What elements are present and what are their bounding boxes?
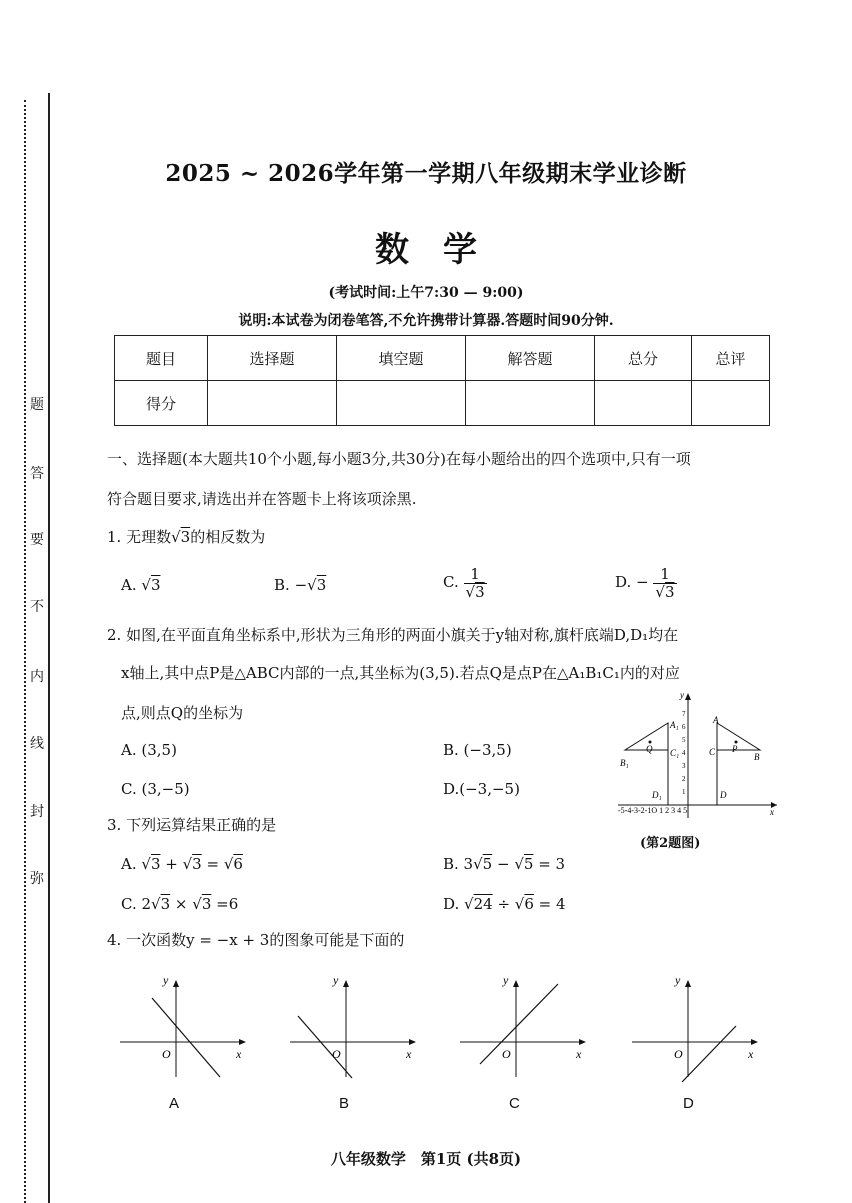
label-a1: A₁	[670, 720, 679, 730]
origin-label: O	[502, 1047, 511, 1061]
equals: =6	[211, 895, 239, 913]
y-tick: 2	[682, 775, 686, 783]
score-cell	[595, 381, 692, 426]
score-row-label: 得分	[115, 381, 208, 426]
origin-label: O	[674, 1047, 683, 1061]
q4-graph-b[interactable]	[288, 972, 418, 1082]
score-header-cell: 总评	[692, 336, 770, 381]
function-line	[682, 1026, 736, 1082]
x-tick-labels: -5-4-3-2-1O 1 2 3 4 5	[618, 806, 688, 815]
q4-graph-a-label: A	[169, 1095, 180, 1112]
q2-option-b[interactable]: B. (−3,5)	[443, 741, 512, 759]
q4-stem: 4. 一次函数y = −x + 3的图象可能是下面的	[107, 931, 405, 949]
q4-graph-d[interactable]	[630, 972, 760, 1082]
numerator: 1	[653, 566, 676, 584]
section1-line1: 一、选择题(本大题共10个小题,每小题3分,共30分)在每小题给出的四个选项中,只有一项	[107, 450, 691, 468]
q1-option-c[interactable]	[443, 566, 487, 600]
y-label: y	[503, 973, 509, 987]
score-header-cell: 选择题	[208, 336, 337, 381]
q2-line1: 2. 如图,在平面直角坐标系中,形状为三角形的两面小旗关于y轴对称,旗杆底端D,D₁均在	[107, 626, 679, 644]
q2-option-d[interactable]: D.(−3,−5)	[443, 780, 520, 798]
x-axis-arrow-icon	[239, 1039, 246, 1045]
x-label: x	[748, 1047, 754, 1061]
radicand: 5	[482, 855, 493, 873]
x-axis-label: x	[770, 807, 774, 817]
y-tick: 6	[682, 723, 686, 731]
score-table-score-row	[115, 381, 770, 426]
q4-graph-c-label: C	[509, 1095, 520, 1112]
score-cell	[692, 381, 770, 426]
x-label: x	[576, 1047, 582, 1061]
exam-title: 2025 ~ 2026学年第一学期八年级期末学业诊断	[165, 160, 687, 187]
option-letter: D.	[615, 573, 632, 591]
sqrt-sign: √	[171, 528, 181, 546]
radicand: 3	[192, 855, 202, 873]
score-table	[114, 335, 770, 426]
q3-option-b[interactable]: B. 3√5 − √5 = 3	[443, 855, 566, 873]
y-label: y	[675, 973, 681, 987]
sqrt-sign: √	[307, 576, 317, 594]
score-header-cell: 解答题	[466, 336, 595, 381]
q2-line2: x轴上,其中点P是△ABC内部的一点,其坐标为(3,5).若点Q是点P在△A₁B₁C₁内的对应	[121, 664, 680, 682]
q2-figure-caption: (第2题图)	[640, 836, 701, 851]
radicand: 6	[233, 855, 243, 873]
y-label: y	[163, 973, 169, 987]
radicand: 5	[523, 855, 534, 873]
option-letter: A.	[121, 855, 137, 873]
q4-graph-a[interactable]	[118, 972, 248, 1082]
radicand: 3	[160, 895, 171, 913]
equals: = 4	[533, 895, 566, 913]
label-a: A	[713, 715, 719, 725]
radicand: 3	[180, 528, 191, 546]
q2-figure	[612, 688, 782, 823]
radicand: 3	[664, 582, 675, 601]
function-line	[298, 1016, 352, 1078]
y-tick: 1	[682, 788, 686, 796]
seal-char: 弥	[30, 871, 44, 887]
equals: =	[201, 855, 224, 873]
page-footer: 八年级数学 第1页 (共8页)	[330, 1150, 522, 1168]
right-flag-triangle	[717, 723, 760, 750]
origin-label: O	[162, 1047, 171, 1061]
radicand: 3	[150, 576, 161, 594]
exam-time: (考试时间:上午7:30 — 9:00)	[328, 285, 524, 301]
subject-title: 数学	[375, 230, 511, 270]
label-b: B	[754, 752, 760, 762]
radicand: 6	[524, 895, 534, 913]
q3-option-a[interactable]: A. √3 + √3 = √6	[121, 855, 243, 873]
radicand: 3	[316, 576, 327, 594]
x-axis-arrow-icon	[409, 1039, 416, 1045]
seal-char: 线	[30, 736, 44, 752]
option-letter: B.	[274, 576, 290, 594]
radicand: 3	[201, 895, 212, 913]
score-header-cell: 题目	[115, 336, 208, 381]
score-table-header-row	[115, 336, 770, 381]
label-c: C	[709, 747, 716, 757]
denominator: √3	[655, 582, 675, 601]
function-line	[152, 998, 220, 1077]
score-cell	[208, 381, 337, 426]
q4-graph-c[interactable]	[458, 972, 588, 1082]
option-letter: A.	[121, 576, 137, 594]
fraction	[464, 566, 487, 600]
q1-option-d[interactable]	[615, 566, 677, 600]
q2-option-c[interactable]: C. (3,−5)	[121, 780, 190, 798]
x-label: x	[236, 1047, 242, 1061]
operator: −	[492, 855, 515, 873]
x-axis-arrow-icon	[751, 1039, 758, 1045]
score-cell	[466, 381, 595, 426]
y-axis-arrow-icon	[685, 980, 691, 987]
origin-label: O	[332, 1047, 341, 1061]
score-header-cell: 总分	[595, 336, 692, 381]
seal-char: 不	[30, 599, 44, 615]
label-c1: C₁	[670, 748, 680, 758]
seal-char: 题	[30, 397, 44, 413]
radicand: 3	[475, 582, 485, 601]
option-letter: C.	[443, 573, 459, 591]
section1-line2: 符合题目要求,请选出并在答题卡上将该项涂黑.	[107, 490, 417, 508]
q1-stem-post: 的相反数为	[190, 528, 266, 546]
y-axis-arrow-icon	[173, 980, 179, 987]
option-letter: C. 2	[121, 895, 152, 913]
y-axis-arrow-icon	[343, 980, 349, 987]
option-letter: D.	[443, 895, 465, 913]
y-axis-label: y	[680, 690, 684, 700]
option-letter: B. 3	[443, 855, 474, 873]
y-tick: 4	[682, 749, 686, 757]
q3-option-c[interactable]: C. 2√3 × √3 =6	[121, 895, 239, 913]
radicand: 24	[473, 895, 493, 913]
seal-char: 封	[30, 804, 44, 820]
q1-option-b[interactable]	[274, 576, 326, 594]
y-tick: 5	[682, 736, 686, 744]
q2-line3: 点,则点Q的坐标为	[121, 704, 244, 722]
numerator: 1	[464, 566, 487, 584]
function-line	[480, 984, 558, 1064]
y-axis-arrow-icon	[685, 693, 691, 700]
equals: = 3	[533, 855, 566, 873]
label-d1: D₁	[652, 790, 662, 800]
operator: +	[160, 855, 183, 873]
operator: ÷	[492, 895, 515, 913]
fraction	[653, 566, 676, 600]
radicand: 3	[150, 855, 161, 873]
q3-option-d[interactable]: D. √24 ÷ √6 = 4	[443, 895, 566, 913]
y-tick: 3	[682, 762, 686, 770]
label-p: P	[732, 744, 738, 754]
seal-char: 内	[30, 669, 44, 685]
label-b1: B₁	[620, 758, 629, 768]
x-label: x	[406, 1047, 412, 1061]
q1-stem-pre: 1. 无理数	[107, 528, 172, 546]
seal-char: 要	[30, 532, 44, 548]
seal-char: 答	[30, 466, 44, 482]
operator: ×	[170, 895, 193, 913]
score-cell	[337, 381, 466, 426]
exam-note: 说明:本试卷为闭卷笔答,不允许携带计算器.答题时间90分钟.	[238, 313, 614, 329]
y-tick: 7	[682, 710, 686, 718]
x-axis-arrow-icon	[579, 1039, 586, 1045]
label-q: Q	[646, 744, 653, 754]
y-axis-arrow-icon	[513, 980, 519, 987]
q4-graph-b-label: B	[339, 1095, 350, 1112]
q1-stem	[107, 530, 265, 545]
denominator: √3	[465, 582, 485, 601]
minus-sign: −	[636, 573, 649, 591]
label-d: D	[720, 790, 727, 800]
q3-stem: 3. 下列运算结果正确的是	[107, 816, 277, 834]
q2-option-a[interactable]: A. (3,5)	[121, 741, 177, 759]
y-label: y	[333, 973, 339, 987]
minus-sign: −	[294, 576, 308, 594]
q1-option-a[interactable]	[121, 576, 161, 594]
sqrt-sign: √	[141, 576, 151, 594]
score-header-cell: 填空题	[337, 336, 466, 381]
q4-graph-d-label: D	[683, 1095, 694, 1112]
